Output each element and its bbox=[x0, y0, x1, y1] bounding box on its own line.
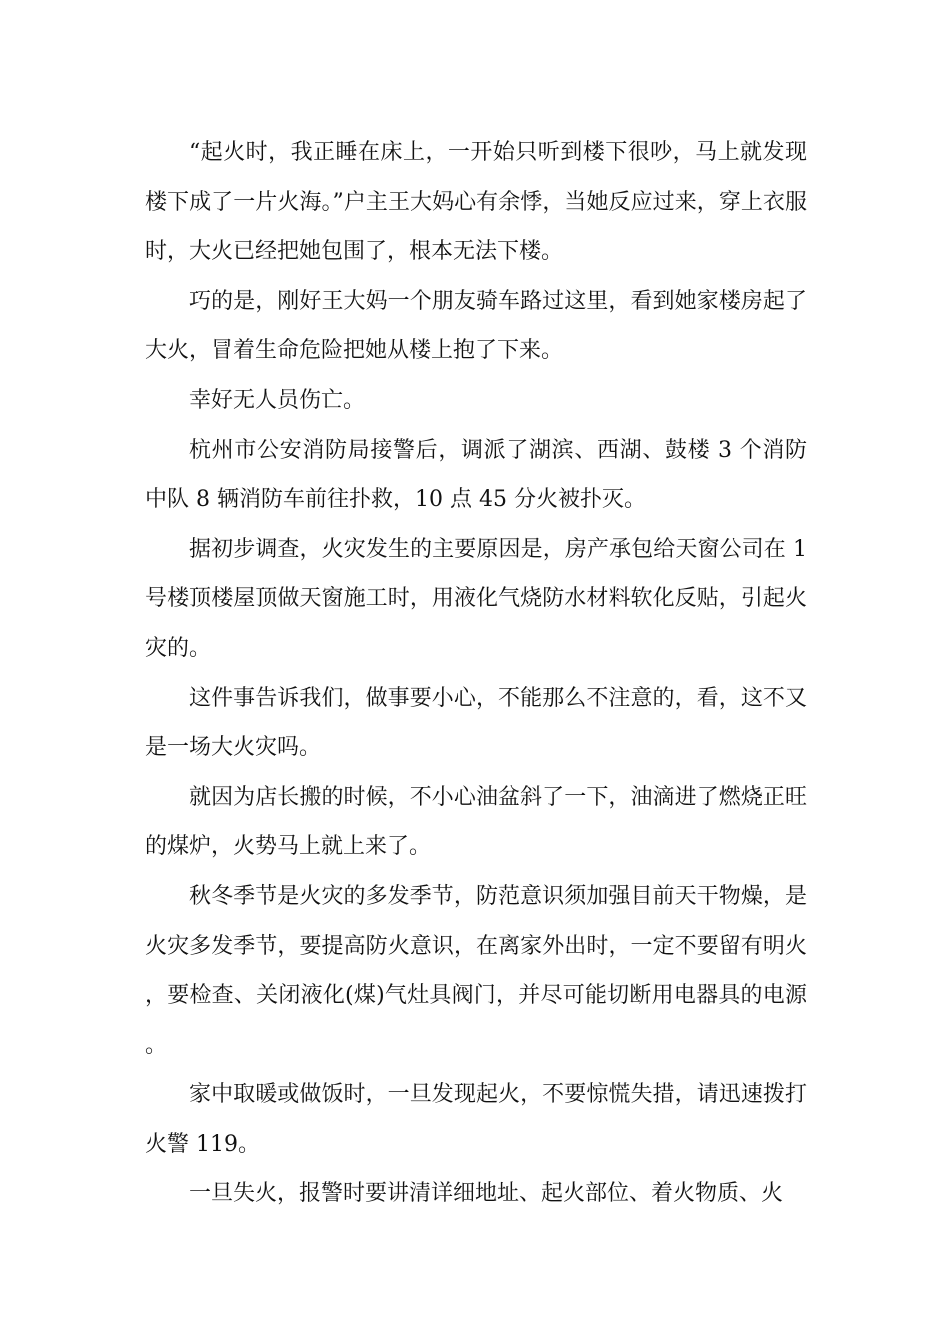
paragraph-9: 家中取暖或做饭时，一旦发现起火，不要惊慌失措，请迅速拨打火警 119。 bbox=[145, 1082, 807, 1157]
document-body bbox=[145, 128, 807, 1219]
paragraph-1: “起火时，我正睡在床上，一开始只听到楼下很吵，马上就发现楼下成了一片火海。”户主王大妈心有余悸，当她反应过来，穿上衣服时，大火已经把她包围了，根本无法下楼。 bbox=[145, 140, 807, 265]
paragraph-6: 这件事告诉我们，做事要小心，不能那么不注意的，看，这不又是一场大火灾吗。 bbox=[145, 685, 807, 761]
paragraph-8: 秋冬季节是火灾的多发季节，防范意识须加强目前天干物燥，是火灾多发季节，要提高防火意识，在离家外出时，一定不要留有明火，要检查、关闭液化(煤)气灶具阀门，并尽可能切断用电器具的电源。 bbox=[145, 883, 807, 1058]
paragraph-7: 就因为店长搬的时候，不小心油盆斜了一下，油滴进了燃烧正旺的煤炉，火势马上就上来了。 bbox=[145, 784, 807, 860]
paragraph-3: 幸好无人员伤亡。 bbox=[189, 387, 366, 413]
paragraph-2: 巧的是，刚好王大妈一个朋友骑车路过这里，看到她家楼房起了大火，冒着生命危险把她从楼上抱了下来。 bbox=[145, 288, 807, 364]
paragraph-4: 杭州市公安消防局接警后，调派了湖滨、西湖、鼓楼 3 个消防中队 8 辆消防车前往扑救，10 点 45 分火被扑灭。 bbox=[145, 437, 807, 513]
paragraph-10: 一旦失火，报警时要讲清详细地址、起火部位、着火物质、火 bbox=[189, 1181, 784, 1207]
paragraph-5: 据初步调查，火灾发生的主要原因是，房产承包给天窗公司在 1 号楼顶楼屋顶做天窗施工时，用液化气烧防水材料软化反贴，引起火灾的。 bbox=[145, 536, 807, 661]
